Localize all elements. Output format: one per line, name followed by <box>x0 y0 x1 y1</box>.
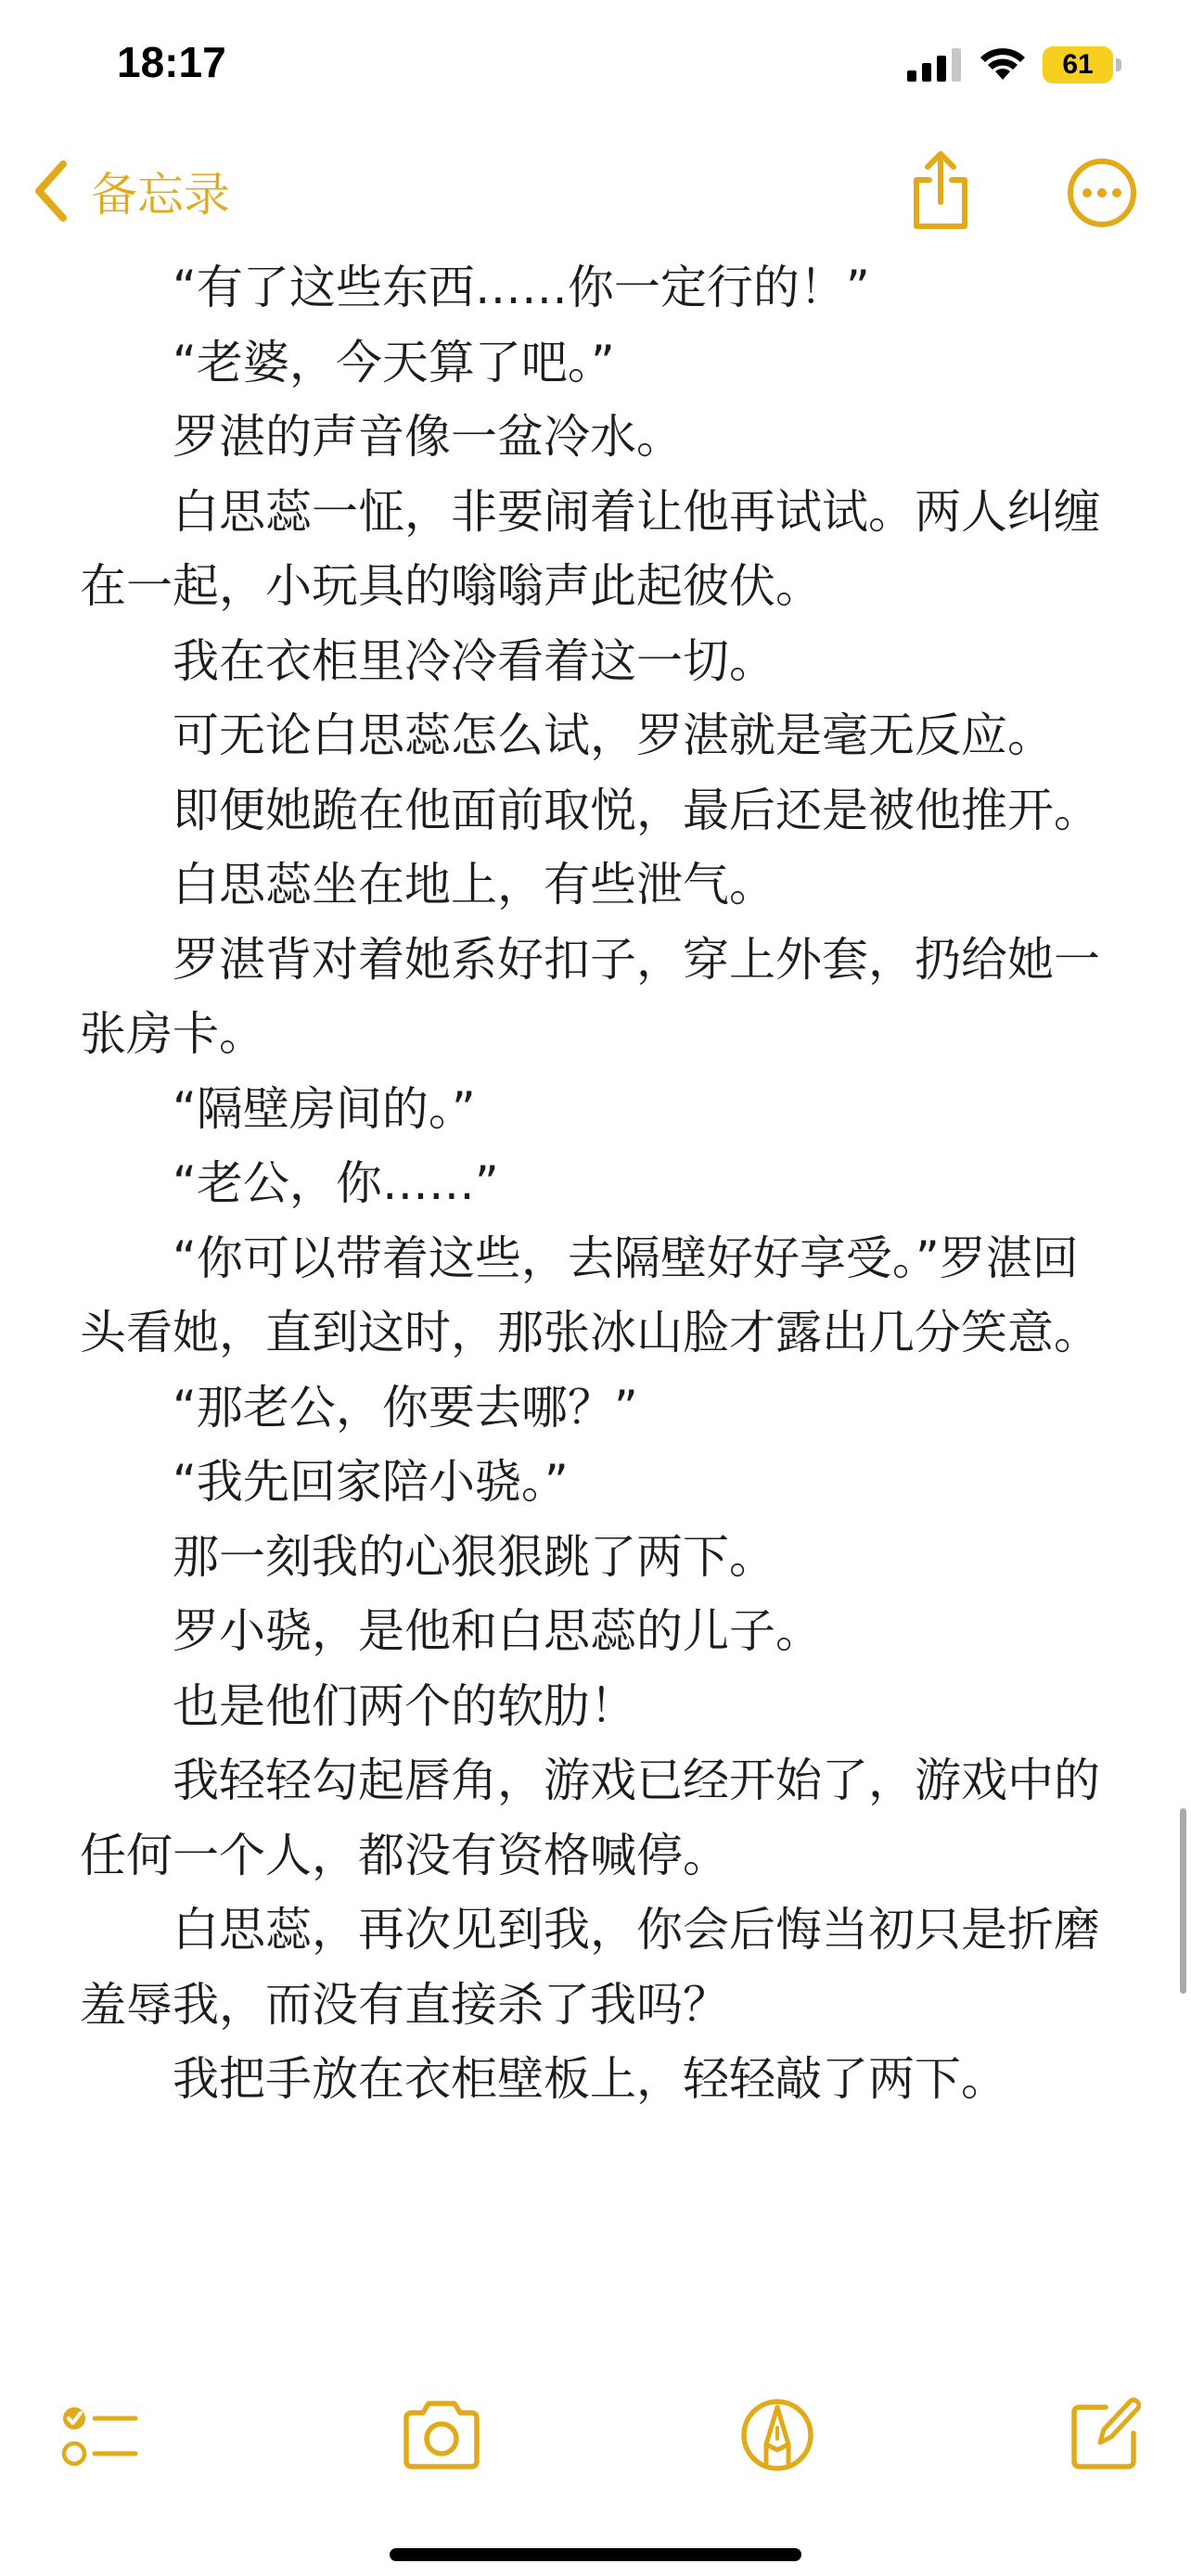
scroll-indicator[interactable] <box>1180 1808 1186 1994</box>
note-paragraph: 那一刻我的心狠狠跳了两下。 <box>173 1529 775 1584</box>
note-paragraph: 罗湛背对着她系好扣子，穿上外套，扔给她一张房卡。 <box>80 932 1100 1061</box>
note-paragraph: “你可以带着这些，去隔壁好好享受。”罗湛回头看她，直到这时，那张冰山脸才露出几分笑意。 <box>80 1231 1100 1359</box>
note-paragraph: 我把手放在衣柜壁板上，轻轻敲了两下。 <box>173 2052 1007 2106</box>
navigation-bar <box>0 139 1191 241</box>
checklist-icon[interactable] <box>58 2392 141 2476</box>
back-label: 备忘录 <box>91 168 230 222</box>
note-paragraph: “老公，你……” <box>173 1156 499 1210</box>
battery-cap <box>1116 58 1121 71</box>
note-paragraph: 白思蕊一怔，非要闹着让他再试试。两人纠缠在一起，小玩具的嗡嗡声此起彼伏。 <box>80 484 1100 613</box>
note-paragraph: “我先回家陪小骁。” <box>173 1455 569 1509</box>
status-bar <box>0 0 1191 139</box>
share-icon[interactable] <box>907 148 974 232</box>
battery-indicator <box>1043 46 1122 83</box>
cellular-signal-icon <box>907 48 965 82</box>
note-paragraph: “那老公，你要去哪？” <box>173 1380 638 1435</box>
note-paragraph: 罗湛的声音像一盆冷水。 <box>173 410 683 464</box>
note-paragraph: “隔壁房间的。” <box>173 1081 476 1136</box>
compose-icon[interactable] <box>1067 2392 1141 2472</box>
note-paragraph: “老婆，今天算了吧。” <box>173 335 615 389</box>
ellipsis-circle-icon[interactable] <box>1067 158 1137 228</box>
note-paragraph: 也是他们两个的软肋！ <box>173 1678 636 1733</box>
chevron-left-icon <box>32 159 69 223</box>
note-paragraph: 我轻轻勾起唇角，游戏已经开始了，游戏中的任何一个人，都没有资格喊停。 <box>80 1753 1100 1882</box>
note-paragraph: 我在衣柜里冷冷看着这一切。 <box>173 633 775 688</box>
wifi-icon <box>980 45 1026 82</box>
back-button[interactable] <box>32 158 230 224</box>
status-time: 18:17 <box>117 38 226 86</box>
note-paragraph: 白思蕊，再次见到我，你会后悔当初只是折磨羞辱我，而没有直接杀了我吗？ <box>80 1903 1100 2032</box>
bottom-toolbar <box>0 2392 1191 2485</box>
note-paragraph: 可无论白思蕊怎么试，罗湛就是毫无反应。 <box>173 708 1054 762</box>
note-paragraph: “有了这些东西……你一定行的！” <box>173 261 870 314</box>
camera-icon[interactable] <box>397 2392 486 2476</box>
home-indicator[interactable] <box>390 2548 801 2561</box>
note-body[interactable] <box>80 250 1119 2346</box>
markup-pen-icon[interactable] <box>738 2392 816 2476</box>
note-paragraph: 即便她跪在他面前取悦，最后还是被他推开。 <box>173 783 1100 837</box>
note-paragraph: 罗小骁，是他和白思蕊的儿子。 <box>173 1604 822 1658</box>
note-paragraph: 白思蕊坐在地上，有些泄气。 <box>173 858 775 912</box>
battery-level: 61 <box>1062 49 1094 80</box>
